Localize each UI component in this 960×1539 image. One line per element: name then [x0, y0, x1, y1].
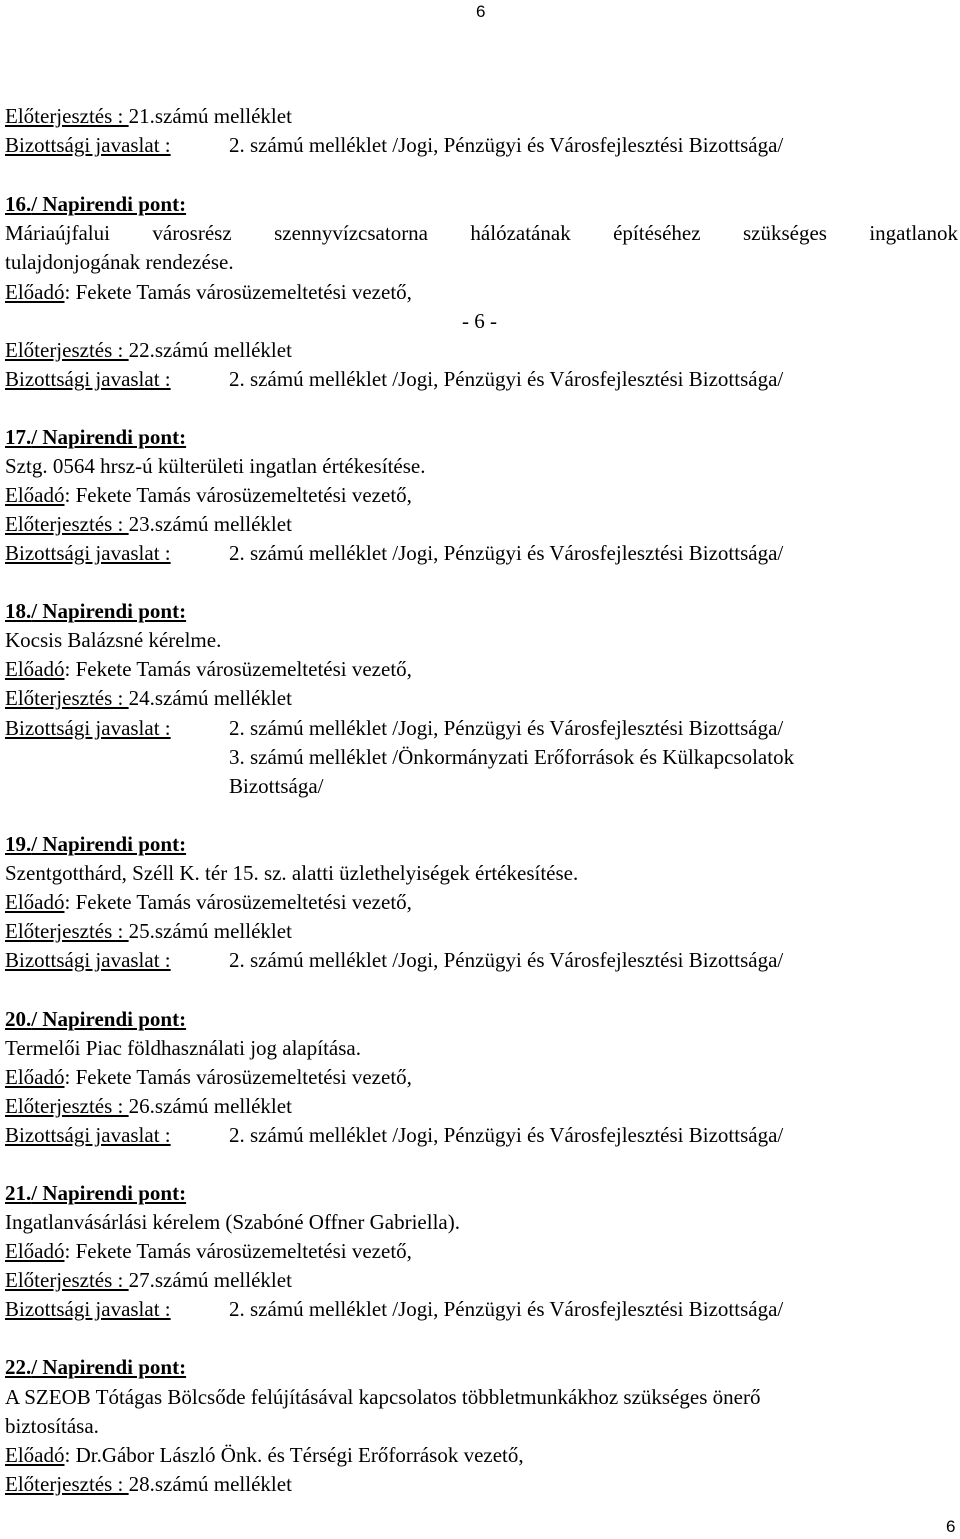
javaslat-value: 3. számú melléklet /Önkormányzati Erőforrások és Külkapcsolatok	[229, 745, 795, 769]
agenda-title-line: Ingatlanvásárlási kérelem (Szabóné Offner Gabriella).	[5, 1210, 460, 1234]
javaslat-label: Bizottsági javaslat :	[5, 1297, 171, 1321]
eloado-label: Előadó	[5, 1065, 65, 1089]
javaslat-label: Bizottsági javaslat :	[5, 541, 171, 565]
javaslat-line	[5, 367, 171, 391]
agenda-number: 19.	[5, 832, 32, 856]
agenda-heading-18	[5, 599, 186, 623]
javaslat-line	[5, 1297, 171, 1321]
eloterjesztes-value: 25.számú melléklet	[128, 919, 292, 943]
agenda-title-line: biztosítása.	[5, 1414, 99, 1438]
page-number-bottom: 6	[946, 1517, 956, 1536]
eloterjesztes-line	[5, 1472, 292, 1496]
eloado-label: Előadó	[5, 1443, 65, 1467]
eloterjesztes-value: 24.számú melléklet	[128, 686, 292, 710]
eloterjesztes-line	[5, 512, 292, 536]
eloterjesztes-line	[5, 1268, 292, 1292]
eloterjesztes-line	[5, 1094, 292, 1118]
eloterjesztes-line	[5, 686, 292, 710]
agenda-number: 17.	[5, 425, 32, 449]
agenda-title-line: Sztg. 0564 hrsz-ú külterületi ingatlan értékesítése.	[5, 454, 426, 478]
agenda-label: / Napirendi pont:	[31, 1007, 187, 1031]
javaslat-value: Bizottsága/	[229, 774, 324, 798]
eloado-line	[5, 657, 412, 681]
agenda-heading-17	[5, 425, 186, 449]
eloterjesztes-line	[5, 919, 292, 943]
eloterjesztes-value: 23.számú melléklet	[128, 512, 292, 536]
agenda-title-line: A SZEOB Tótágas Bölcsőde felújításával kapcsolatos többletmunkákhoz szükséges önerő	[5, 1385, 761, 1409]
agenda-label: / Napirendi pont:	[31, 1355, 187, 1379]
eloado-line	[5, 1239, 412, 1263]
javaslat-label: Bizottsági javaslat :	[5, 133, 171, 157]
agenda-number: 22.	[5, 1355, 32, 1379]
eloado-value: : Fekete Tamás városüzemeltetési vezető,	[64, 483, 412, 507]
javaslat-value: 2. számú melléklet /Jogi, Pénzügyi és Városfejlesztési Bizottsága/	[229, 541, 784, 565]
inline-page-marker: - 6 -	[462, 309, 497, 333]
agenda-title-line: Kocsis Balázsné kérelme.	[5, 628, 222, 652]
agenda-number: 20.	[5, 1007, 32, 1031]
agenda-title-line: Termelői Piac földhasználati jog alapítása.	[5, 1036, 361, 1060]
eloado-value: : Fekete Tamás városüzemeltetési vezető,	[64, 1065, 412, 1089]
page-number-top: 6	[476, 2, 486, 21]
javaslat-value: 2. számú melléklet /Jogi, Pénzügyi és Városfejlesztési Bizottsága/	[229, 948, 784, 972]
javaslat-label: Bizottsági javaslat :	[5, 948, 171, 972]
eloado-value: : Fekete Tamás városüzemeltetési vezető,	[64, 657, 412, 681]
agenda-heading-20	[5, 1007, 186, 1031]
eloado-label: Előadó	[5, 483, 65, 507]
eloado-line	[5, 1443, 524, 1467]
javaslat-label: Bizottsági javaslat :	[5, 716, 171, 740]
eloterjesztes-label: Előterjesztés :	[5, 1268, 129, 1292]
eloterjesztes-line	[5, 338, 292, 362]
agenda-number: 16.	[5, 192, 32, 216]
agenda-number: 21.	[5, 1181, 32, 1205]
agenda-heading-16	[5, 192, 186, 216]
eloterjesztes-value: 26.számú melléklet	[128, 1094, 292, 1118]
eloado-line	[5, 280, 412, 304]
eloado-line	[5, 890, 412, 914]
agenda-heading-21	[5, 1181, 186, 1205]
eloado-label: Előadó	[5, 657, 65, 681]
javaslat-line	[5, 1123, 171, 1147]
eloterjesztes-value: 21.számú melléklet	[128, 104, 292, 128]
agenda-number: 18.	[5, 599, 32, 623]
eloado-line	[5, 1065, 412, 1089]
eloado-label: Előadó	[5, 280, 65, 304]
eloado-label: Előadó	[5, 1239, 65, 1263]
javaslat-line	[5, 716, 171, 740]
javaslat-value-pre: 2. számú melléklet /Jogi, Pénzügyi és Városfejlesztési Bizottsága/	[229, 133, 784, 157]
agenda-title-line: tulajdonjogának rendezése.	[5, 250, 234, 274]
eloado-value: : Fekete Tamás városüzemeltetési vezető,	[64, 1239, 412, 1263]
agenda-label: / Napirendi pont:	[31, 599, 187, 623]
javaslat-label: Bizottsági javaslat :	[5, 1123, 171, 1147]
eloado-label: Előadó	[5, 890, 65, 914]
eloterjesztes-value: 22.számú melléklet	[128, 338, 292, 362]
eloado-value: : Fekete Tamás városüzemeltetési vezető,	[64, 280, 412, 304]
javaslat-line	[5, 948, 171, 972]
eloterjesztes-label: Előterjesztés :	[5, 1094, 129, 1118]
javaslat-line-pre	[5, 133, 171, 157]
agenda-label: / Napirendi pont:	[31, 832, 187, 856]
agenda-heading-22	[5, 1355, 186, 1379]
eloterjesztes-label: Előterjesztés :	[5, 1472, 129, 1496]
eloterjesztes-value: 27.számú melléklet	[128, 1268, 292, 1292]
eloado-value: : Fekete Tamás városüzemeltetési vezető,	[64, 890, 412, 914]
eloterjesztes-label: Előterjesztés :	[5, 512, 129, 536]
eloterjesztes-label: Előterjesztés :	[5, 686, 129, 710]
agenda-label: / Napirendi pont:	[31, 425, 187, 449]
eloado-value: : Dr.Gábor László Önk. és Térségi Erőforrások vezető,	[64, 1443, 524, 1467]
agenda-label: / Napirendi pont:	[31, 1181, 187, 1205]
eloterjesztes-line-pre	[5, 104, 292, 128]
eloterjesztes-label: Előterjesztés :	[5, 104, 129, 128]
javaslat-value: 2. számú melléklet /Jogi, Pénzügyi és Városfejlesztési Bizottsága/	[229, 1123, 784, 1147]
agenda-label: / Napirendi pont:	[31, 192, 187, 216]
eloterjesztes-label: Előterjesztés :	[5, 338, 129, 362]
javaslat-value: 2. számú melléklet /Jogi, Pénzügyi és Városfejlesztési Bizottsága/	[229, 1297, 784, 1321]
agenda-title-line: Máriaújfalui városrész szennyvízcsatorna hálózatának építéséhez szükséges ingatlanok	[5, 221, 958, 245]
agenda-title-line: Szentgotthárd, Széll K. tér 15. sz. alatti üzlethelyiségek értékesítése.	[5, 861, 579, 885]
javaslat-value: 2. számú melléklet /Jogi, Pénzügyi és Városfejlesztési Bizottsága/	[229, 367, 784, 391]
eloado-line	[5, 483, 412, 507]
javaslat-label: Bizottsági javaslat :	[5, 367, 171, 391]
eloterjesztes-value: 28.számú melléklet	[128, 1472, 292, 1496]
eloterjesztes-label: Előterjesztés :	[5, 919, 129, 943]
javaslat-line	[5, 541, 171, 565]
javaslat-value: 2. számú melléklet /Jogi, Pénzügyi és Városfejlesztési Bizottsága/	[229, 716, 784, 740]
agenda-heading-19	[5, 832, 186, 856]
